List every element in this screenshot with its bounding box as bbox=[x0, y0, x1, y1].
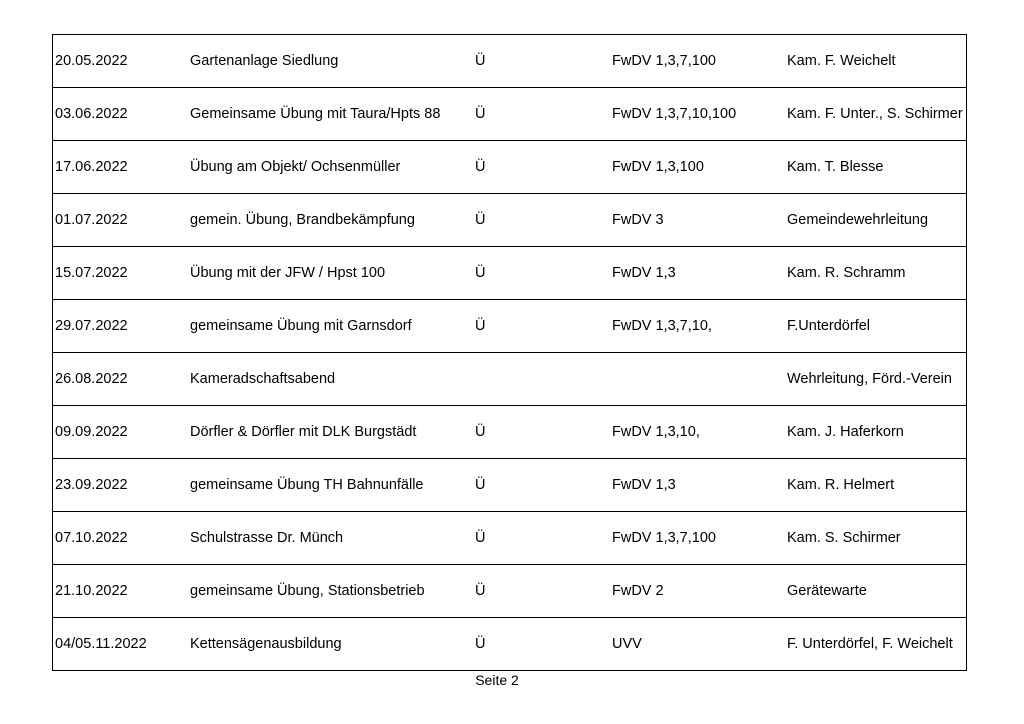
date-cell: 07.10.2022 bbox=[55, 530, 128, 546]
leader-cell: Gemeindewehrleitung bbox=[787, 212, 929, 228]
regulation-cell: FwDV 1,3,100 bbox=[612, 159, 704, 175]
date-cell: 20.05.2022 bbox=[55, 53, 128, 69]
date-cell: 03.06.2022 bbox=[55, 106, 128, 122]
table-row bbox=[53, 35, 966, 88]
regulation-cell: FwDV 3 bbox=[612, 212, 664, 228]
leader-cell: Kam. J. Haferkorn bbox=[787, 424, 904, 440]
topic-cell: gemeinsame Übung TH Bahnunfälle bbox=[190, 477, 424, 493]
table-row bbox=[53, 406, 966, 459]
date-cell: 23.09.2022 bbox=[55, 477, 128, 493]
regulation-cell: FwDV 1,3 bbox=[612, 477, 676, 493]
leader-cell: Kam. S. Schirmer bbox=[787, 530, 901, 546]
topic-cell: Kettensägenausbildung bbox=[190, 636, 342, 652]
date-cell: 29.07.2022 bbox=[55, 318, 128, 334]
regulation-cell: UVV bbox=[612, 636, 642, 652]
date-cell: 01.07.2022 bbox=[55, 212, 128, 228]
table-row bbox=[53, 353, 966, 406]
topic-cell: Gemeinsame Übung mit Taura/Hpts 88 bbox=[190, 106, 441, 122]
table-row bbox=[53, 88, 966, 141]
regulation-cell: FwDV 1,3 bbox=[612, 265, 676, 281]
schedule-table bbox=[52, 34, 967, 671]
regulation-cell: FwDV 1,3,7,100 bbox=[612, 530, 716, 546]
leader-cell: Gerätewarte bbox=[787, 583, 867, 599]
topic-cell: Gartenanlage Siedlung bbox=[190, 53, 339, 69]
topic-cell: Kameradschaftsabend bbox=[190, 371, 336, 387]
table-row bbox=[53, 300, 966, 353]
regulation-cell: FwDV 1,3,10, bbox=[612, 424, 700, 440]
type-cell: Ü bbox=[475, 530, 486, 546]
table-row bbox=[53, 459, 966, 512]
type-cell: Ü bbox=[475, 265, 486, 281]
type-cell: Ü bbox=[475, 53, 486, 69]
date-cell: 04/05.11.2022 bbox=[55, 636, 147, 652]
topic-cell: Übung mit der JFW / Hpst 100 bbox=[190, 265, 386, 281]
topic-cell: Schulstrasse Dr. Münch bbox=[190, 530, 344, 546]
type-cell: Ü bbox=[475, 583, 486, 599]
leader-cell: F.Unterdörfel bbox=[787, 318, 871, 334]
type-cell: Ü bbox=[475, 477, 486, 493]
leader-cell: Kam. F. Unter., S. Schirmer bbox=[787, 106, 963, 122]
leader-cell: Kam. R. Schramm bbox=[787, 265, 906, 281]
leader-cell: Kam. R. Helmert bbox=[787, 477, 895, 493]
topic-cell: Dörfler & Dörfler mit DLK Burgstädt bbox=[190, 424, 417, 440]
regulation-cell: FwDV 1,3,7,10, bbox=[612, 318, 712, 334]
leader-cell: Kam. T. Blesse bbox=[787, 159, 884, 175]
page-number: Seite 2 bbox=[475, 672, 519, 688]
table-row bbox=[53, 247, 966, 300]
date-cell: 15.07.2022 bbox=[55, 265, 128, 281]
table-row bbox=[53, 512, 966, 565]
regulation-cell: FwDV 1,3,7,100 bbox=[612, 53, 716, 69]
type-cell: Ü bbox=[475, 318, 486, 334]
topic-cell: Übung am Objekt/ Ochsenmüller bbox=[190, 159, 401, 175]
date-cell: 09.09.2022 bbox=[55, 424, 128, 440]
type-cell: Ü bbox=[475, 159, 486, 175]
table-row bbox=[53, 141, 966, 194]
table-row bbox=[53, 194, 966, 247]
topic-cell: gemein. Übung, Brandbekämpfung bbox=[190, 212, 415, 228]
table-row bbox=[53, 618, 966, 670]
table-row bbox=[53, 565, 966, 618]
date-cell: 26.08.2022 bbox=[55, 371, 128, 387]
type-cell: Ü bbox=[475, 424, 486, 440]
leader-cell: Wehrleitung, Förd.-Verein bbox=[787, 371, 952, 387]
type-cell: Ü bbox=[475, 636, 486, 652]
regulation-cell: FwDV 2 bbox=[612, 583, 664, 599]
type-cell: Ü bbox=[475, 106, 486, 122]
topic-cell: gemeinsame Übung, Stationsbetrieb bbox=[190, 583, 425, 599]
leader-cell: Kam. F. Weichelt bbox=[787, 53, 896, 69]
date-cell: 21.10.2022 bbox=[55, 583, 128, 599]
date-cell: 17.06.2022 bbox=[55, 159, 128, 175]
type-cell: Ü bbox=[475, 212, 486, 228]
leader-cell: F. Unterdörfel, F. Weichelt bbox=[787, 636, 953, 652]
regulation-cell: FwDV 1,3,7,10,100 bbox=[612, 106, 737, 122]
topic-cell: gemeinsame Übung mit Garnsdorf bbox=[190, 318, 412, 334]
